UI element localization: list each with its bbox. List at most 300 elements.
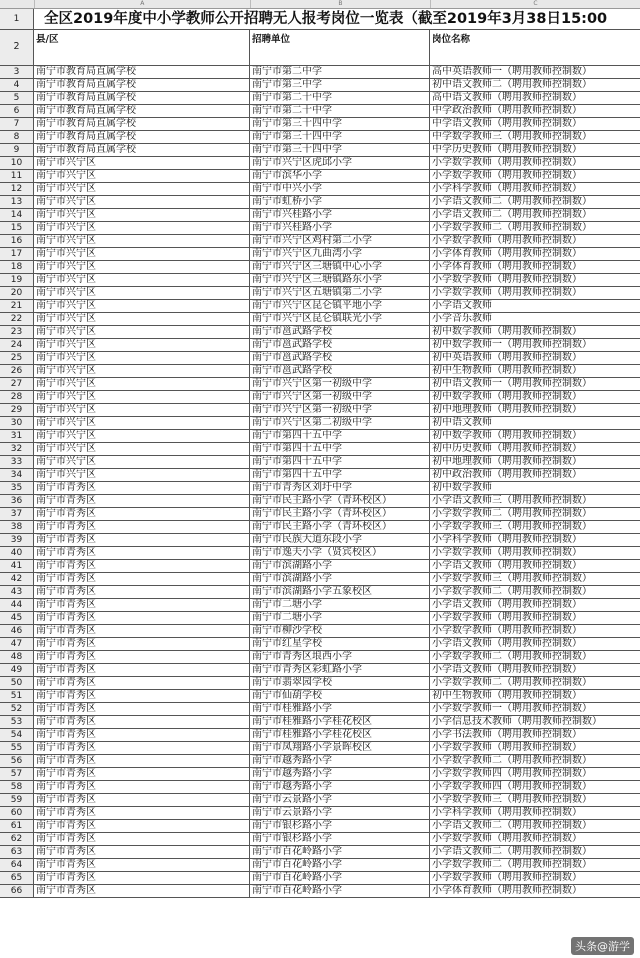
cell-position[interactable]: 小学数学教师四（聘用教师控制数） [432,781,592,792]
row-number[interactable]: 35 [0,482,34,494]
table-row [0,781,640,794]
cell-county[interactable]: 南宁市青秀区 [34,482,250,494]
row-number[interactable]: 32 [0,443,34,455]
cell-position[interactable]: 初中地理教师（聘用教师控制数） [432,456,582,467]
cell-position[interactable]: 小学数学教师二（聘用教师控制数） [432,755,592,766]
cell-county[interactable]: 南宁市兴宁区 [34,404,250,416]
cell-unit[interactable]: 南宁市仙葫学校 [250,690,430,702]
cell-position[interactable]: 初中语文教师一（聘用教师控制数） [432,378,592,389]
cell-county[interactable]: 南宁市兴宁区 [34,326,250,338]
cell-unit[interactable]: 南宁市第三十四中学 [250,118,430,130]
row-number[interactable]: 18 [0,261,34,273]
cell-county[interactable]: 南宁市兴宁区 [34,456,250,468]
row-number[interactable]: 4 [0,79,34,91]
row-number[interactable]: 17 [0,248,34,260]
cell-position[interactable]: 初中生物教师（聘用教师控制数） [432,690,582,701]
row-number[interactable]: 38 [0,521,34,533]
row-number[interactable]: 52 [0,703,34,715]
table-row [0,859,640,872]
cell-county[interactable]: 南宁市兴宁区 [34,248,250,260]
header-position: 岗位名称 [432,34,471,45]
cell-county[interactable]: 南宁市兴宁区 [34,352,250,364]
cell-position[interactable]: 小学语文教师三（聘用教师控制数） [432,495,592,506]
cell-position[interactable]: 小学数学教师（聘用教师控制数） [432,625,582,636]
cell-position[interactable]: 小学书法教师（聘用教师控制数） [432,729,582,740]
cell-county[interactable]: 南宁市青秀区 [34,586,250,598]
cell-unit[interactable]: 南宁市第二十中学 [250,105,430,117]
cell-position[interactable]: 初中语文教师二（聘用教师控制数） [432,79,592,90]
cell-position[interactable]: 中学数学教师三（聘用教师控制数） [432,131,592,142]
row-number[interactable]: 20 [0,287,34,299]
cell-unit[interactable]: 南宁市民主路小学（青环校区） [250,495,430,507]
cell-unit[interactable]: 南宁市兴宁区昆仑镇平地小学 [250,300,430,312]
cell-position[interactable]: 小学数学教师四（聘用教师控制数） [432,768,592,779]
cell-position[interactable]: 小学数学教师（聘用教师控制数） [432,235,582,246]
cell-position[interactable]: 小学数学教师三（聘用教师控制数） [432,794,592,805]
table-row [0,716,640,729]
row-number[interactable]: 31 [0,430,34,442]
row-number[interactable]: 8 [0,131,34,143]
cell-county[interactable]: 南宁市教育局直属学校 [34,118,250,130]
cell-unit[interactable]: 南宁市兴桂路小学 [250,222,430,234]
cell-unit[interactable]: 南宁市二塘小学 [250,599,430,611]
cell-unit[interactable]: 南宁市兴宁区第一初级中学 [250,378,430,390]
cell-unit[interactable]: 南宁市第三中学 [250,79,430,91]
row-number[interactable]: 40 [0,547,34,559]
cell-county[interactable]: 南宁市青秀区 [34,742,250,754]
cell-unit[interactable]: 南宁市民族大道东段小学 [250,534,430,546]
cell-county[interactable]: 南宁市兴宁区 [34,170,250,182]
row-number[interactable]: 56 [0,755,34,767]
cell-position[interactable]: 初中生物教师（聘用教师控制数） [432,365,582,376]
row-number[interactable]: 62 [0,833,34,845]
cell-position[interactable]: 小学科学教师（聘用教师控制数） [432,534,582,545]
cell-county[interactable]: 南宁市青秀区 [34,755,250,767]
cell-unit[interactable]: 南宁市第四十五中学 [250,443,430,455]
row-number[interactable]: 29 [0,404,34,416]
cell-unit[interactable]: 南宁市桂雅路小学桂花校区 [250,716,430,728]
cell-county[interactable]: 南宁市青秀区 [34,703,250,715]
cell-county[interactable]: 南宁市青秀区 [34,599,250,611]
cell-unit[interactable]: 南宁市云景路小学 [250,807,430,819]
cell-unit[interactable]: 南宁市中兴小学 [250,183,430,195]
cell-county[interactable]: 南宁市兴宁区 [34,430,250,442]
cell-county[interactable]: 南宁市教育局直属学校 [34,105,250,117]
cell-unit[interactable]: 南宁市银杉路小学 [250,820,430,832]
table-row [0,326,640,339]
cell-position[interactable]: 初中政治教师（聘用教师控制数） [432,469,582,480]
cell-position[interactable]: 中学语文教师（聘用教师控制数） [432,118,582,129]
row-number[interactable]: 63 [0,846,34,858]
table-row [0,196,640,209]
table-row [0,131,640,144]
row-number[interactable]: 28 [0,391,34,403]
row-number[interactable]: 13 [0,196,34,208]
table-row [0,729,640,742]
cell-unit[interactable]: 南宁市桂雅路小学 [250,703,430,715]
cell-position[interactable]: 初中英语教师（聘用教师控制数） [432,352,582,363]
cell-position[interactable]: 小学语文教师（聘用教师控制数） [432,664,582,675]
cell-unit[interactable]: 南宁市滨湖路小学 [250,560,430,572]
cell-position[interactable]: 小学科学教师（聘用教师控制数） [432,183,582,194]
cell-position[interactable]: 小学数学教师二（聘用教师控制数） [432,222,592,233]
cell-unit[interactable]: 南宁市滨华小学 [250,170,430,182]
cell-position[interactable]: 小学科学教师（聘用教师控制数） [432,807,582,818]
cell-unit[interactable]: 南宁市第四十五中学 [250,430,430,442]
cell-county[interactable]: 南宁市青秀区 [34,508,250,520]
row-number[interactable]: 59 [0,794,34,806]
row-number[interactable]: 34 [0,469,34,481]
row-number[interactable]: 54 [0,729,34,741]
cell-position[interactable]: 初中数学教师（聘用教师控制数） [432,391,582,402]
cell-position[interactable]: 小学数学教师二（聘用教师控制数） [432,508,592,519]
cell-county[interactable]: 南宁市青秀区 [34,625,250,637]
table-row [0,573,640,586]
row-number[interactable]: 39 [0,534,34,546]
cell-position[interactable]: 中学政治教师（聘用教师控制数） [432,105,582,116]
cell-unit[interactable]: 南宁市第三十四中学 [250,144,430,156]
cell-position[interactable]: 小学信息技术教师（聘用教师控制数） [432,716,602,727]
cell-county[interactable]: 南宁市兴宁区 [34,469,250,481]
cell-county[interactable]: 南宁市青秀区 [34,807,250,819]
row-number[interactable]: 25 [0,352,34,364]
cell-county[interactable]: 南宁市青秀区 [34,729,250,741]
table-row [0,768,640,781]
cell-unit[interactable]: 南宁市百花岭路小学 [250,846,430,858]
cell-unit[interactable]: 南宁市兴宁区五塘镇第二小学 [250,287,430,299]
cell-county[interactable]: 南宁市兴宁区 [34,196,250,208]
row-number[interactable]: 27 [0,378,34,390]
cell-position[interactable]: 小学语文教师（聘用教师控制数） [432,638,582,649]
row-number[interactable]: 10 [0,157,34,169]
row-number[interactable]: 14 [0,209,34,221]
row-number[interactable]: 16 [0,235,34,247]
cell-county[interactable]: 南宁市青秀区 [34,872,250,884]
cell-unit[interactable]: 南宁市逸夫小学（贤宾校区） [250,547,430,559]
cell-unit[interactable]: 南宁市兴宁区三塘镇路东小学 [250,274,430,286]
row-number[interactable]: 49 [0,664,34,676]
cell-position[interactable]: 小学语文教师（聘用教师控制数） [432,599,582,610]
cell-position[interactable]: 小学数学教师（聘用教师控制数） [432,157,582,168]
cell-county[interactable]: 南宁市青秀区 [34,547,250,559]
cell-position[interactable]: 小学体育教师（聘用教师控制数） [432,261,582,272]
table-row [0,482,640,495]
cell-unit[interactable]: 南宁市兴宁区三塘镇中心小学 [250,261,430,273]
row-number[interactable]: 9 [0,144,34,156]
table-row [0,742,640,755]
cell-unit[interactable]: 南宁市翡翠园学校 [250,677,430,689]
cell-county[interactable]: 南宁市青秀区 [34,781,250,793]
row-number[interactable]: 19 [0,274,34,286]
column-header-bar [0,0,640,9]
row-number[interactable]: 43 [0,586,34,598]
table-row [0,157,640,170]
row-number[interactable]: 30 [0,417,34,429]
row-number[interactable]: 5 [0,92,34,104]
cell-county[interactable]: 南宁市兴宁区 [34,417,250,429]
cell-county[interactable]: 南宁市青秀区 [34,690,250,702]
cell-unit[interactable]: 南宁市百花岭路小学 [250,885,430,897]
column-letter[interactable] [0,0,35,8]
cell-position[interactable]: 初中数学教师 [432,482,492,493]
header-row [0,30,640,66]
cell-position[interactable]: 小学数学教师二（聘用教师控制数） [432,651,592,662]
cell-county[interactable]: 南宁市兴宁区 [34,339,250,351]
cell-unit[interactable]: 南宁市兴宁区虎邱小学 [250,157,430,169]
cell-county[interactable]: 南宁市兴宁区 [34,313,250,325]
table-row [0,222,640,235]
row-number[interactable]: 1 [0,9,34,29]
cell-unit[interactable]: 南宁市青秀区彩虹路小学 [250,664,430,676]
row-number[interactable]: 57 [0,768,34,780]
cell-county[interactable]: 南宁市青秀区 [34,560,250,572]
row-number[interactable]: 42 [0,573,34,585]
row-number[interactable]: 60 [0,807,34,819]
row-number[interactable]: 53 [0,716,34,728]
cell-unit[interactable]: 南宁市越秀路小学 [250,755,430,767]
cell-unit[interactable]: 南宁市第二中学 [250,66,430,78]
table-row [0,677,640,690]
cell-county[interactable]: 南宁市兴宁区 [34,378,250,390]
table-row [0,105,640,118]
cell-unit[interactable]: 南宁市邕武路学校 [250,339,430,351]
cell-county[interactable]: 南宁市兴宁区 [34,235,250,247]
table-row [0,170,640,183]
cell-county[interactable]: 南宁市青秀区 [34,859,250,871]
cell-position[interactable]: 小学数学教师二（聘用教师控制数） [432,586,592,597]
cell-position[interactable]: 初中地理教师（聘用教师控制数） [432,404,582,415]
row-number[interactable]: 36 [0,495,34,507]
cell-unit[interactable]: 南宁市百花岭路小学 [250,872,430,884]
cell-county[interactable]: 南宁市青秀区 [34,573,250,585]
table-row [0,456,640,469]
row-number[interactable]: 26 [0,365,34,377]
table-body [0,66,640,898]
cell-county[interactable]: 南宁市兴宁区 [34,183,250,195]
cell-position[interactable]: 初中数学教师（聘用教师控制数） [432,326,582,337]
cell-unit[interactable]: 南宁市银杉路小学 [250,833,430,845]
cell-county[interactable]: 南宁市教育局直属学校 [34,131,250,143]
cell-county[interactable]: 南宁市教育局直属学校 [34,144,250,156]
cell-unit[interactable]: 南宁市滨湖路小学五象校区 [250,586,430,598]
cell-county[interactable]: 南宁市青秀区 [34,612,250,624]
cell-unit[interactable]: 南宁市兴宁区第二初级中学 [250,417,430,429]
column-letter[interactable]: B [251,0,431,8]
cell-position[interactable]: 小学语文教师 [432,300,492,311]
row-number[interactable]: 44 [0,599,34,611]
cell-position[interactable]: 初中历史教师（聘用教师控制数） [432,443,582,454]
cell-position[interactable]: 中学历史教师（聘用教师控制数） [432,144,582,155]
cell-county[interactable]: 南宁市兴宁区 [34,443,250,455]
row-number[interactable]: 51 [0,690,34,702]
cell-unit[interactable]: 南宁市第二十中学 [250,92,430,104]
cell-position[interactable]: 小学语文教师二（聘用教师控制数） [432,209,592,220]
row-number[interactable]: 33 [0,456,34,468]
cell-county[interactable]: 南宁市青秀区 [34,833,250,845]
cell-county[interactable]: 南宁市青秀区 [34,885,250,897]
row-number[interactable]: 47 [0,638,34,650]
cell-county[interactable]: 南宁市兴宁区 [34,365,250,377]
cell-position[interactable]: 初中数学教师（聘用教师控制数） [432,430,582,441]
cell-county[interactable]: 南宁市青秀区 [34,716,250,728]
cell-unit[interactable]: 南宁市兴桂路小学 [250,209,430,221]
table-row [0,235,640,248]
row-number[interactable]: 24 [0,339,34,351]
cell-county[interactable]: 南宁市青秀区 [34,794,250,806]
cell-position[interactable]: 小学数学教师（聘用教师控制数） [432,872,582,883]
cell-county[interactable]: 南宁市青秀区 [34,495,250,507]
cell-unit[interactable]: 南宁市桂雅路小学桂花校区 [250,729,430,741]
cell-unit[interactable]: 南宁市兴宁区第一初级中学 [250,404,430,416]
cell-position[interactable]: 初中语文教师 [432,417,492,428]
cell-position[interactable]: 小学语文教师（聘用教师控制数） [432,560,582,571]
cell-county[interactable]: 南宁市青秀区 [34,638,250,650]
cell-county[interactable]: 南宁市青秀区 [34,664,250,676]
row-number[interactable]: 66 [0,885,34,897]
table-row [0,651,640,664]
cell-unit[interactable]: 南宁市青秀区埌西小学 [250,651,430,663]
table-row [0,209,640,222]
table-row [0,66,640,79]
column-letter[interactable]: A [35,0,251,8]
row-number[interactable]: 64 [0,859,34,871]
row-number[interactable]: 48 [0,651,34,663]
cell-position[interactable]: 小学体育教师（聘用教师控制数） [432,248,582,259]
cell-position[interactable]: 小学体育教师（聘用教师控制数） [432,885,582,896]
cell-unit[interactable]: 南宁市兴宁区九曲湾小学 [250,248,430,260]
cell-position[interactable]: 小学音乐教师 [432,313,492,324]
table-row [0,339,640,352]
cell-unit[interactable]: 南宁市凤翔路小学景晖校区 [250,742,430,754]
cell-position[interactable]: 小学数学教师（聘用教师控制数） [432,742,582,753]
cell-unit[interactable]: 南宁市云景路小学 [250,794,430,806]
cell-unit[interactable]: 南宁市邕武路学校 [250,365,430,377]
cell-position[interactable]: 小学语文教师二（聘用教师控制数） [432,196,592,207]
cell-unit[interactable]: 南宁市红星学校 [250,638,430,650]
row-number[interactable]: 22 [0,313,34,325]
cell-county[interactable]: 南宁市教育局直属学校 [34,92,250,104]
cell-county[interactable]: 南宁市兴宁区 [34,222,250,234]
cell-unit[interactable]: 南宁市兴宁区鸡村第二小学 [250,235,430,247]
row-number[interactable]: 65 [0,872,34,884]
cell-position[interactable]: 小学数学教师（聘用教师控制数） [432,170,582,181]
cell-position[interactable]: 小学语文教师二（聘用教师控制数） [432,820,592,831]
table-row [0,846,640,859]
cell-unit[interactable]: 南宁市柳沙学校 [250,625,430,637]
cell-unit[interactable]: 南宁市滨湖路小学 [250,573,430,585]
row-number[interactable]: 45 [0,612,34,624]
cell-position[interactable]: 小学数学教师三（聘用教师控制数） [432,521,592,532]
row-number[interactable]: 3 [0,66,34,78]
cell-position[interactable]: 小学数学教师（聘用教师控制数） [432,274,582,285]
row-number[interactable]: 58 [0,781,34,793]
cell-county[interactable]: 南宁市青秀区 [34,820,250,832]
cell-county[interactable]: 南宁市兴宁区 [34,157,250,169]
table-row [0,638,640,651]
cell-unit[interactable]: 南宁市邕武路学校 [250,326,430,338]
row-number[interactable]: 50 [0,677,34,689]
cell-position[interactable]: 小学数学教师一（聘用教师控制数） [432,703,592,714]
cell-unit[interactable]: 南宁市第四十五中学 [250,456,430,468]
cell-county[interactable]: 南宁市兴宁区 [34,274,250,286]
cell-position[interactable]: 小学数学教师二（聘用教师控制数） [432,677,592,688]
row-number[interactable]: 2 [0,30,34,65]
cell-county[interactable]: 南宁市兴宁区 [34,300,250,312]
cell-county[interactable]: 南宁市青秀区 [34,846,250,858]
cell-county[interactable]: 南宁市青秀区 [34,651,250,663]
row-number[interactable]: 11 [0,170,34,182]
cell-unit[interactable]: 南宁市第四十五中学 [250,469,430,481]
cell-position[interactable]: 小学数学教师二（聘用教师控制数） [432,859,592,870]
row-number[interactable]: 46 [0,625,34,637]
cell-unit[interactable]: 南宁市邕武路学校 [250,352,430,364]
page-title: 全区2019年度中小学教师公开招聘无人报考岗位一览表（截至2019年3月38日15:00 [44,11,608,27]
cell-unit[interactable]: 南宁市民主路小学（青环校区） [250,521,430,533]
cell-unit[interactable]: 南宁市越秀路小学 [250,768,430,780]
row-number[interactable]: 37 [0,508,34,520]
cell-position[interactable]: 高中语文教师（聘用教师控制数） [432,92,582,103]
cell-unit[interactable]: 南宁市虹桥小学 [250,196,430,208]
table-row [0,313,640,326]
cell-unit[interactable]: 南宁市兴宁区第一初级中学 [250,391,430,403]
row-number[interactable]: 12 [0,183,34,195]
cell-county[interactable]: 南宁市兴宁区 [34,391,250,403]
row-number[interactable]: 21 [0,300,34,312]
cell-unit[interactable]: 南宁市百花岭路小学 [250,859,430,871]
cell-position[interactable]: 小学数学教师（聘用教师控制数） [432,547,582,558]
cell-position[interactable]: 小学数学教师（聘用教师控制数） [432,833,582,844]
row-number[interactable]: 15 [0,222,34,234]
table-row [0,469,640,482]
row-number[interactable]: 61 [0,820,34,832]
column-letter[interactable]: C [533,0,538,7]
row-number[interactable]: 41 [0,560,34,572]
cell-county[interactable]: 南宁市青秀区 [34,521,250,533]
row-number[interactable]: 6 [0,105,34,117]
cell-county[interactable]: 南宁市兴宁区 [34,209,250,221]
row-number[interactable]: 23 [0,326,34,338]
cell-position[interactable]: 初中数学教师一（聘用教师控制数） [432,339,592,350]
cell-county[interactable]: 南宁市青秀区 [34,768,250,780]
cell-county[interactable]: 南宁市教育局直属学校 [34,79,250,91]
cell-position[interactable]: 小学数学教师（聘用教师控制数） [432,612,582,623]
cell-position[interactable]: 小学数学教师（聘用教师控制数） [432,287,582,298]
cell-county[interactable]: 南宁市教育局直属学校 [34,66,250,78]
cell-position[interactable]: 小学语文教师二（聘用教师控制数） [432,846,592,857]
table-row [0,794,640,807]
table-row [0,820,640,833]
cell-unit[interactable]: 南宁市二塘小学 [250,612,430,624]
row-number[interactable]: 55 [0,742,34,754]
table-row [0,521,640,534]
cell-position[interactable]: 高中英语教师一（聘用教师控制数） [432,66,592,77]
cell-position[interactable]: 小学数学教师三（聘用教师控制数） [432,573,592,584]
cell-county[interactable]: 南宁市青秀区 [34,677,250,689]
cell-unit[interactable]: 南宁市青秀区刘圩中学 [250,482,430,494]
cell-unit[interactable]: 南宁市越秀路小学 [250,781,430,793]
cell-county[interactable]: 南宁市青秀区 [34,534,250,546]
cell-unit[interactable]: 南宁市兴宁区昆仑镇联光小学 [250,313,430,325]
header-unit: 招聘单位 [250,30,430,65]
cell-county[interactable]: 南宁市兴宁区 [34,287,250,299]
table-row [0,391,640,404]
cell-unit[interactable]: 南宁市第三十四中学 [250,131,430,143]
cell-county[interactable]: 南宁市兴宁区 [34,261,250,273]
row-number[interactable]: 7 [0,118,34,130]
table-row [0,430,640,443]
table-row [0,495,640,508]
cell-unit[interactable]: 南宁市民主路小学（青环校区） [250,508,430,520]
